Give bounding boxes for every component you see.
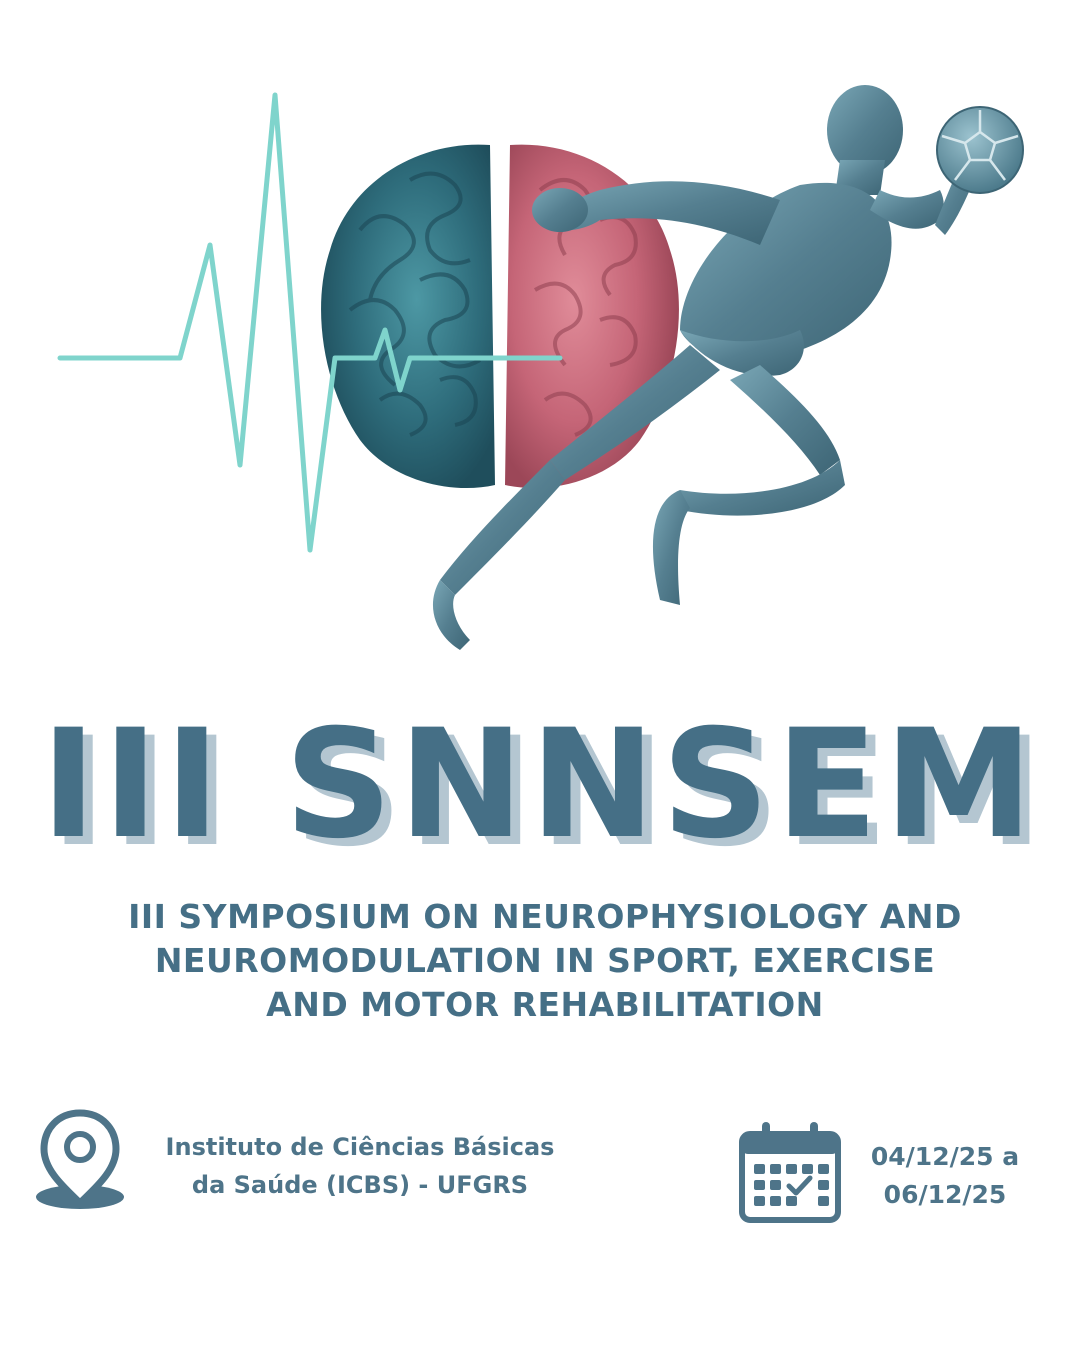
subtitle-line-2: NEUROMODULATION IN SPORT, EXERCISE — [154, 941, 936, 980]
event-location — [130, 1128, 590, 1204]
title-block — [0, 690, 1080, 880]
subtitle-line-3: AND MOTOR REHABILITATION — [266, 985, 824, 1024]
handball — [937, 107, 1023, 193]
event-dates — [855, 1138, 1035, 1214]
brain-left-hemisphere — [321, 145, 495, 488]
calendar-icon — [738, 1120, 842, 1224]
date-line-2: 06/12/25 — [883, 1180, 1007, 1209]
date-line-1: 04/12/25 a — [870, 1142, 1020, 1171]
subtitle-line-1: III SYMPOSIUM ON NEUROPHYSIOLOGY AND — [128, 897, 962, 936]
event-subtitle — [40, 895, 1050, 1027]
event-title: III SNNSEM — [40, 698, 1040, 872]
hero-illustration — [40, 60, 1040, 670]
location-line-1: Instituto de Ciências Básicas — [165, 1133, 555, 1161]
location-line-2: da Saúde (ICBS) - UFGRS — [191, 1171, 529, 1199]
map-pin-icon — [30, 1105, 130, 1215]
